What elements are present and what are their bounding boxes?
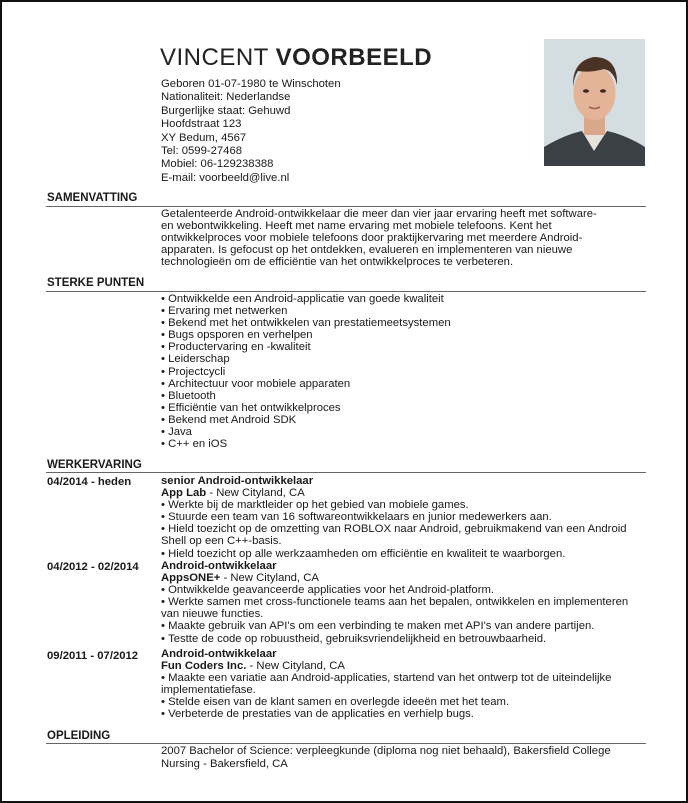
marital-status-line: Burgerlijke staat: Gehuwd xyxy=(161,104,291,117)
job-dates: 04/2012 - 02/2014 xyxy=(47,561,139,573)
last-name: VOORBEELD xyxy=(275,44,433,71)
list-item: • Hield toezicht op alle werkzaamheden om efficiëntie en kwaliteit te waarborgen. xyxy=(161,548,631,560)
phone-line: Tel: 0599-27468 xyxy=(161,145,243,158)
contact-details xyxy=(161,78,341,185)
candidate-name xyxy=(160,44,432,72)
list-item: • Bekend met het ontwikkelen van prestatiemeetsystemen xyxy=(161,317,631,329)
list-item: • Stuurde een team van 16 softwareontwikkelaars en junior medewerkers aan. xyxy=(161,511,631,523)
summary-text xyxy=(161,208,641,268)
list-item: • Java xyxy=(161,426,631,438)
list-item: • Stelde eisen van de klant samen en overlegde ideeën met het team. xyxy=(161,696,631,708)
list-item: • Projectcycli xyxy=(161,366,631,378)
strengths-divider xyxy=(46,291,646,292)
job-title: Android-ontwikkelaar xyxy=(161,648,277,660)
summary-line: apparaten. Is gefocust op het ontdekken, evalueren en implementeren van nieuwe xyxy=(161,244,573,256)
street-line: Hoofdstraat 123 xyxy=(161,118,242,131)
education-line: Nursing - Bakersfield, CA xyxy=(161,757,288,770)
education-divider xyxy=(46,743,646,744)
summary-divider xyxy=(46,206,646,207)
nationality-line: Nationaliteit: Nederlandse xyxy=(161,91,291,104)
education-heading: OPLEIDING xyxy=(47,730,111,742)
list-item: • Bugs opsporen en verhelpen xyxy=(161,329,631,341)
list-item: • C++ en iOS xyxy=(161,438,631,450)
first-name: VINCENT xyxy=(160,44,269,71)
summary-line: Getalenteerde Android-ontwikkelaar die meer dan vier jaar ervaring heeft met software- xyxy=(161,208,597,220)
job-title: Android-ontwikkelaar xyxy=(161,560,277,572)
list-item: • Efficiëntie van het ontwikkelproces xyxy=(161,402,631,414)
summary-line: en webontwikkeling. Heeft met name ervaring met mobiele telefoons. Kent het xyxy=(161,220,552,232)
list-item: • Leiderschap xyxy=(161,353,631,365)
summary-line: technologieën om de efficiëntie van het ontwikkelproces te verbeteren. xyxy=(161,256,514,268)
list-item: • Testte de code op robuustheid, gebruiksvriendelijkheid en betrouwbaarheid. xyxy=(161,633,631,645)
birth-line: Geboren 01-07-1980 te Winschoten xyxy=(161,78,341,90)
list-item: • Ontwikkelde een Android-applicatie van goede kwaliteit xyxy=(161,293,631,305)
experience-divider xyxy=(46,472,646,473)
summary-line: ontwikkelproces voor mobiele telefoons door praktijkervaring met meerdere Android- xyxy=(161,232,583,244)
job-entry xyxy=(161,560,631,645)
job-bullets xyxy=(161,499,631,559)
profile-photo xyxy=(544,39,645,166)
education-text xyxy=(161,745,641,770)
list-item: • Verbeterde de prestaties van de applicaties en verhielp bugs. xyxy=(161,708,631,720)
list-item: • Werkte samen met cross-functionele teams aan het bepalen, ontwikkelen en implementeren van nieuwe functies. xyxy=(161,596,631,620)
job-title: senior Android-ontwikkelaar xyxy=(161,475,314,487)
list-item: • Hield toezicht op de omzetting van ROBLOX naar Android, gebruikmakend van een Android Shell op een C++-basis. xyxy=(161,523,631,547)
mobile-line: Mobiel: 06-129238388 xyxy=(161,158,274,171)
list-item: • Architectuur voor mobiele apparaten xyxy=(161,378,631,390)
list-item: • Ontwikkelde geavanceerde applicaties voor het Android-platform. xyxy=(161,584,631,596)
job-location: - New Cityland, CA xyxy=(220,572,319,585)
company-name: Fun Coders Inc. xyxy=(161,660,247,673)
job-location: - New Cityland, CA xyxy=(246,660,345,673)
city-line: XY Bedum, 4567 xyxy=(161,131,247,144)
job-entry xyxy=(161,648,631,721)
strengths-list xyxy=(161,293,631,450)
list-item: • Werkte bij de marktleider op het gebied van mobiele games. xyxy=(161,499,631,511)
list-item: • Maakte gebruik van API's om een verbinding te maken met API's van andere partijen. xyxy=(161,620,631,632)
list-item: • Productervaring en -kwaliteit xyxy=(161,341,631,353)
job-dates: 09/2011 - 07/2012 xyxy=(47,650,139,662)
job-dates: 04/2014 - heden xyxy=(47,476,132,488)
strengths-heading: STERKE PUNTEN xyxy=(47,277,145,289)
email-line: E-mail: voorbeeld@live.nl xyxy=(161,171,290,184)
list-item: • Ervaring met netwerken xyxy=(161,305,631,317)
experience-heading: WERKERVARING xyxy=(47,459,142,471)
summary-heading: SAMENVATTING xyxy=(47,192,138,204)
list-item: • Bluetooth xyxy=(161,390,631,402)
education-line: 2007 Bachelor of Science: verpleegkunde (diploma nog niet behaald), Bakersfield College xyxy=(161,745,611,757)
job-bullets xyxy=(161,584,631,644)
list-item: • Bekend met Android SDK xyxy=(161,414,631,426)
company-name: App Lab xyxy=(161,487,207,500)
company-name: AppsONE+ xyxy=(161,572,221,585)
job-entry xyxy=(161,475,631,560)
list-item: • Maakte een variatie aan Android-applicaties, startend van het ontwerp tot de uiteindelijke implementatiefase. xyxy=(161,672,631,696)
job-location: - New Cityland, CA xyxy=(206,487,305,500)
job-bullets xyxy=(161,672,631,720)
